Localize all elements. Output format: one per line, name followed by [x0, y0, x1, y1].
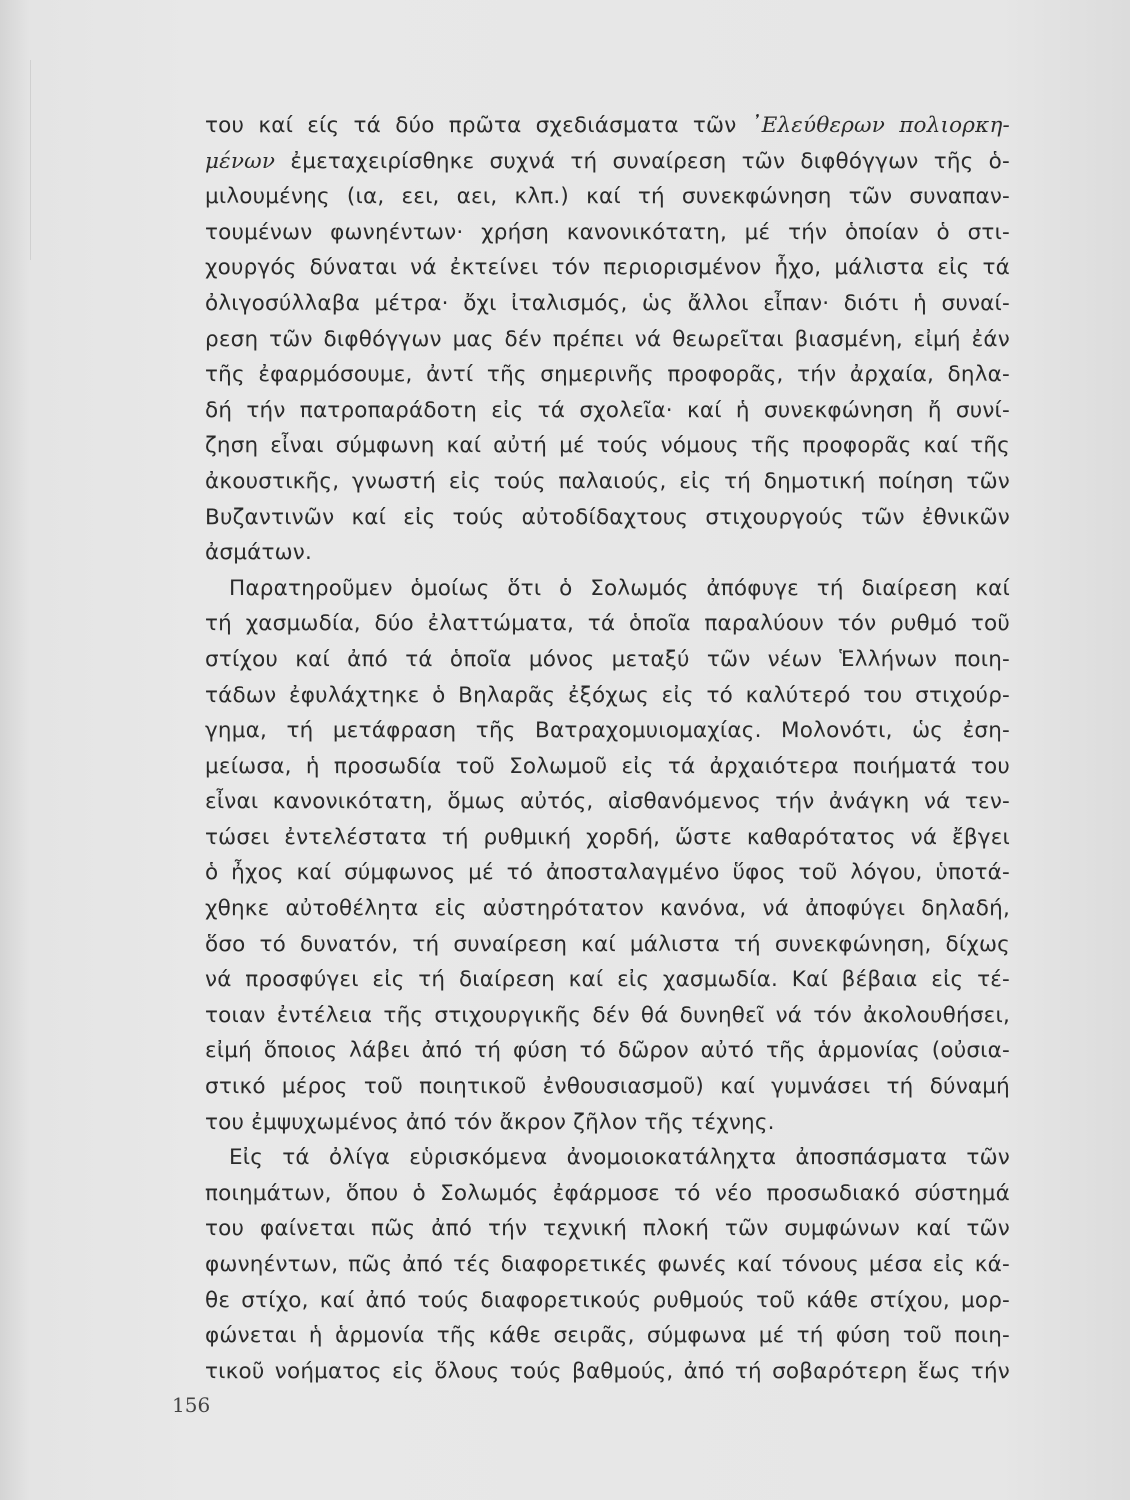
- text-line: [205, 322, 1010, 358]
- text-line: [205, 1354, 1010, 1390]
- text-line: [205, 535, 1010, 571]
- italic-title: ᾿Ελεύθερων πολιορκη-: [750, 113, 1010, 138]
- line-text: Βυζαντινῶν καί εἰς τούς αὐτοδίδαχτους στιχουργούς τῶν ἐθνικῶν: [205, 504, 1010, 530]
- text-line: [205, 891, 1010, 927]
- line-text: γημα, τή μετάφραση τῆς Βατραχομυιομαχίας. Μολονότι, ὡς ἐση-: [205, 718, 1010, 744]
- line-text: φωνηέντων, πῶς ἀπό τές διαφορετικές φωνές καί τόνους μέσα εἰς κά-: [205, 1252, 1010, 1277]
- text-line: [205, 962, 1010, 998]
- line-text: τώσει ἐντελέστατα τή ρυθμική χορδή, ὥστε καθαρότατος νά ἔβγει: [205, 824, 1010, 850]
- line-text: ἀκουστικῆς, γνωστή εἰς τούς παλαιούς, εἰς τή δημοτική ποίηση τῶν: [205, 468, 1010, 494]
- line-text: του ἐμψυχωμένος ἀπό τόν ἄκρον ζῆλον τῆς τέχνης.: [205, 1109, 775, 1135]
- text-line: [205, 642, 1010, 678]
- text-line: [205, 927, 1010, 963]
- line-text: μείωσα, ἡ προσωδία τοῦ Σολωμοῦ εἰς τά ἀρχαιότερα ποιήματά του: [205, 753, 1010, 779]
- line-text: ὀλιγοσύλλαβα μέτρα· ὄχι ἰταλισμός, ὡς ἄλλοι εἶπαν· διότι ἡ συναί-: [205, 290, 1010, 316]
- line-text: στίχου καί ἀπό τά ὁποῖα μόνος μεταξύ τῶν νέων Ἑλλήνων ποιη-: [205, 646, 1010, 672]
- text-line: [205, 464, 1010, 500]
- text-line: [205, 855, 1010, 891]
- line-text: θε στίχο, καί ἀπό τούς διαφορετικούς ρυθμούς τοῦ κάθε στίχου, μορ-: [205, 1287, 1010, 1313]
- page-number: 156: [172, 1393, 211, 1417]
- line-text: ἀσμάτων.: [205, 540, 313, 566]
- line-text: τή χασμωδία, δύο ἐλαττώματα, τά ὁποῖα παραλύουν τόν ρυθμό τοῦ: [205, 611, 1010, 637]
- text-line: [205, 179, 1010, 215]
- line-text: δή τήν πατροπαράδοτη εἰς τά σχολεῖα· καί ἡ συνεκφώνηση ἤ συνί-: [205, 397, 1010, 423]
- text-line: [205, 428, 1010, 464]
- text-line: [205, 250, 1010, 286]
- line-text: ἐμεταχειρίσθηκε συχνά τή συναίρεση τῶν διφθόγγων τῆς ὁ-: [275, 148, 1010, 174]
- line-text: εἰμή ὅποιος λάβει ἀπό τή φύση τό δῶρον αὐτό τῆς ἁρμονίας (οὐσια-: [205, 1038, 1010, 1064]
- line-text: τικοῦ νοήματος εἰς ὅλους τούς βαθμούς, ἀπό τή σοβαρότερη ἕως τήν: [205, 1358, 1010, 1384]
- line-text: τοιαν ἐντέλεια τῆς στιχουργικῆς δέν θά δυνηθεῖ νά τόν ἀκολουθήσει,: [205, 1002, 1010, 1028]
- text-line: [205, 286, 1010, 322]
- line-text: ὁ ἦχος καί σύμφωνος μέ τό ἀποσταλαγμένο ὕφος τοῦ λόγου, ὑποτά-: [205, 860, 1010, 886]
- line-text: εἶναι κανονικότατη, ὅμως αὐτός, αἰσθανόμενος τήν ἀνάγκη νά τεν-: [205, 789, 1010, 815]
- body-text: [205, 108, 1010, 1389]
- italic-title: μένων: [205, 148, 276, 174]
- line-text: ὅσο τό δυνατόν, τή συναίρεση καί μάλιστα τή συνεκφώνηση, δίχως: [205, 931, 1010, 957]
- text-line: [205, 215, 1010, 251]
- text-line: [205, 713, 1010, 749]
- text-line: [205, 357, 1010, 393]
- text-line: [205, 1318, 1010, 1354]
- text-line: [205, 784, 1010, 820]
- line-text: τῆς ἐφαρμόσουμε, ἀντί τῆς σημερινῆς προφορᾶς, τήν ἀρχαία, δηλα-: [205, 362, 1010, 388]
- line-text: του καί είς τά δύο πρῶτα σχεδιάσματα τῶν: [205, 113, 751, 138]
- text-line: [205, 1069, 1010, 1105]
- line-text: του φαίνεται πῶς ἀπό τήν τεχνική πλοκή τῶν συμφώνων καί τῶν: [205, 1216, 1010, 1242]
- text-line: [205, 1176, 1010, 1212]
- text-line: [205, 1033, 1010, 1069]
- line-text: Εἰς τά ὀλίγα εὑρισκόμενα ἀνομοιοκατάληχτα ἀποσπάσματα τῶν: [229, 1145, 1010, 1171]
- text-line: [205, 144, 1010, 180]
- text-line: [205, 678, 1010, 714]
- line-text: στικό μέρος τοῦ ποιητικοῦ ἐνθουσιασμοῦ) καί γυμνάσει τή δύναμή: [205, 1074, 1010, 1100]
- text-line: [205, 571, 1010, 607]
- line-text: φώνεται ἡ ἁρμονία τῆς κάθε σειρᾶς, σύμφωνα μέ τή φύση τοῦ ποιη-: [205, 1323, 1010, 1349]
- line-text: νά προσφύγει εἰς τή διαίρεση καί εἰς χασμωδία. Καί βέβαια εἰς τέ-: [205, 967, 1010, 993]
- line-text: Παρατηροῦμεν ὁμοίως ὅτι ὁ Σολωμός ἀπόφυγε τή διαίρεση καί: [229, 575, 1010, 601]
- line-text: τάδων ἐφυλάχτηκε ὁ Βηλαρᾶς ἐξόχως εἰς τό καλύτερό του στιχούρ-: [205, 682, 1010, 708]
- text-line: [205, 393, 1010, 429]
- text-line: [205, 820, 1010, 856]
- text-line: [205, 749, 1010, 785]
- text-line: [205, 998, 1010, 1034]
- text-line: [205, 500, 1010, 536]
- line-text: ζηση εἶναι σύμφωνη καί αὐτή μέ τούς νόμους τῆς προφορᾶς καί τῆς: [205, 433, 1010, 459]
- line-text: χθηκε αὐτοθέλητα εἰς αὐστηρότατον κανόνα, νά ἀποφύγει δηλαδή,: [205, 896, 1010, 922]
- text-line: [205, 108, 1010, 144]
- line-text: ποιημάτων, ὅπου ὁ Σολωμός ἐφάρμοσε τό νέο προσωδιακό σύστημά: [205, 1180, 1010, 1206]
- line-text: τουμένων φωνηέντων· χρήση κανονικότατη, μέ τήν ὁποίαν ὁ στι-: [205, 219, 1010, 245]
- line-text: ρεση τῶν διφθόγγων μας δέν πρέπει νά θεωρεῖται βιασμένη, εἰμή ἐάν: [205, 326, 1010, 352]
- text-line: [205, 1140, 1010, 1176]
- text-line: [205, 1105, 1010, 1141]
- text-line: [205, 606, 1010, 642]
- text-line: [205, 1211, 1010, 1247]
- line-text: χουργός δύναται νά ἐκτείνει τόν περιορισμένον ἦχο, μάλιστα εἰς τά: [205, 255, 1010, 281]
- page-edge-shadow: [0, 60, 31, 260]
- text-line: [205, 1247, 1010, 1283]
- text-line: [205, 1283, 1010, 1319]
- line-text: μιλουμένης (ια, εει, αει, κλπ.) καί τή συνεκφώνηση τῶν συναπαν-: [205, 184, 1010, 210]
